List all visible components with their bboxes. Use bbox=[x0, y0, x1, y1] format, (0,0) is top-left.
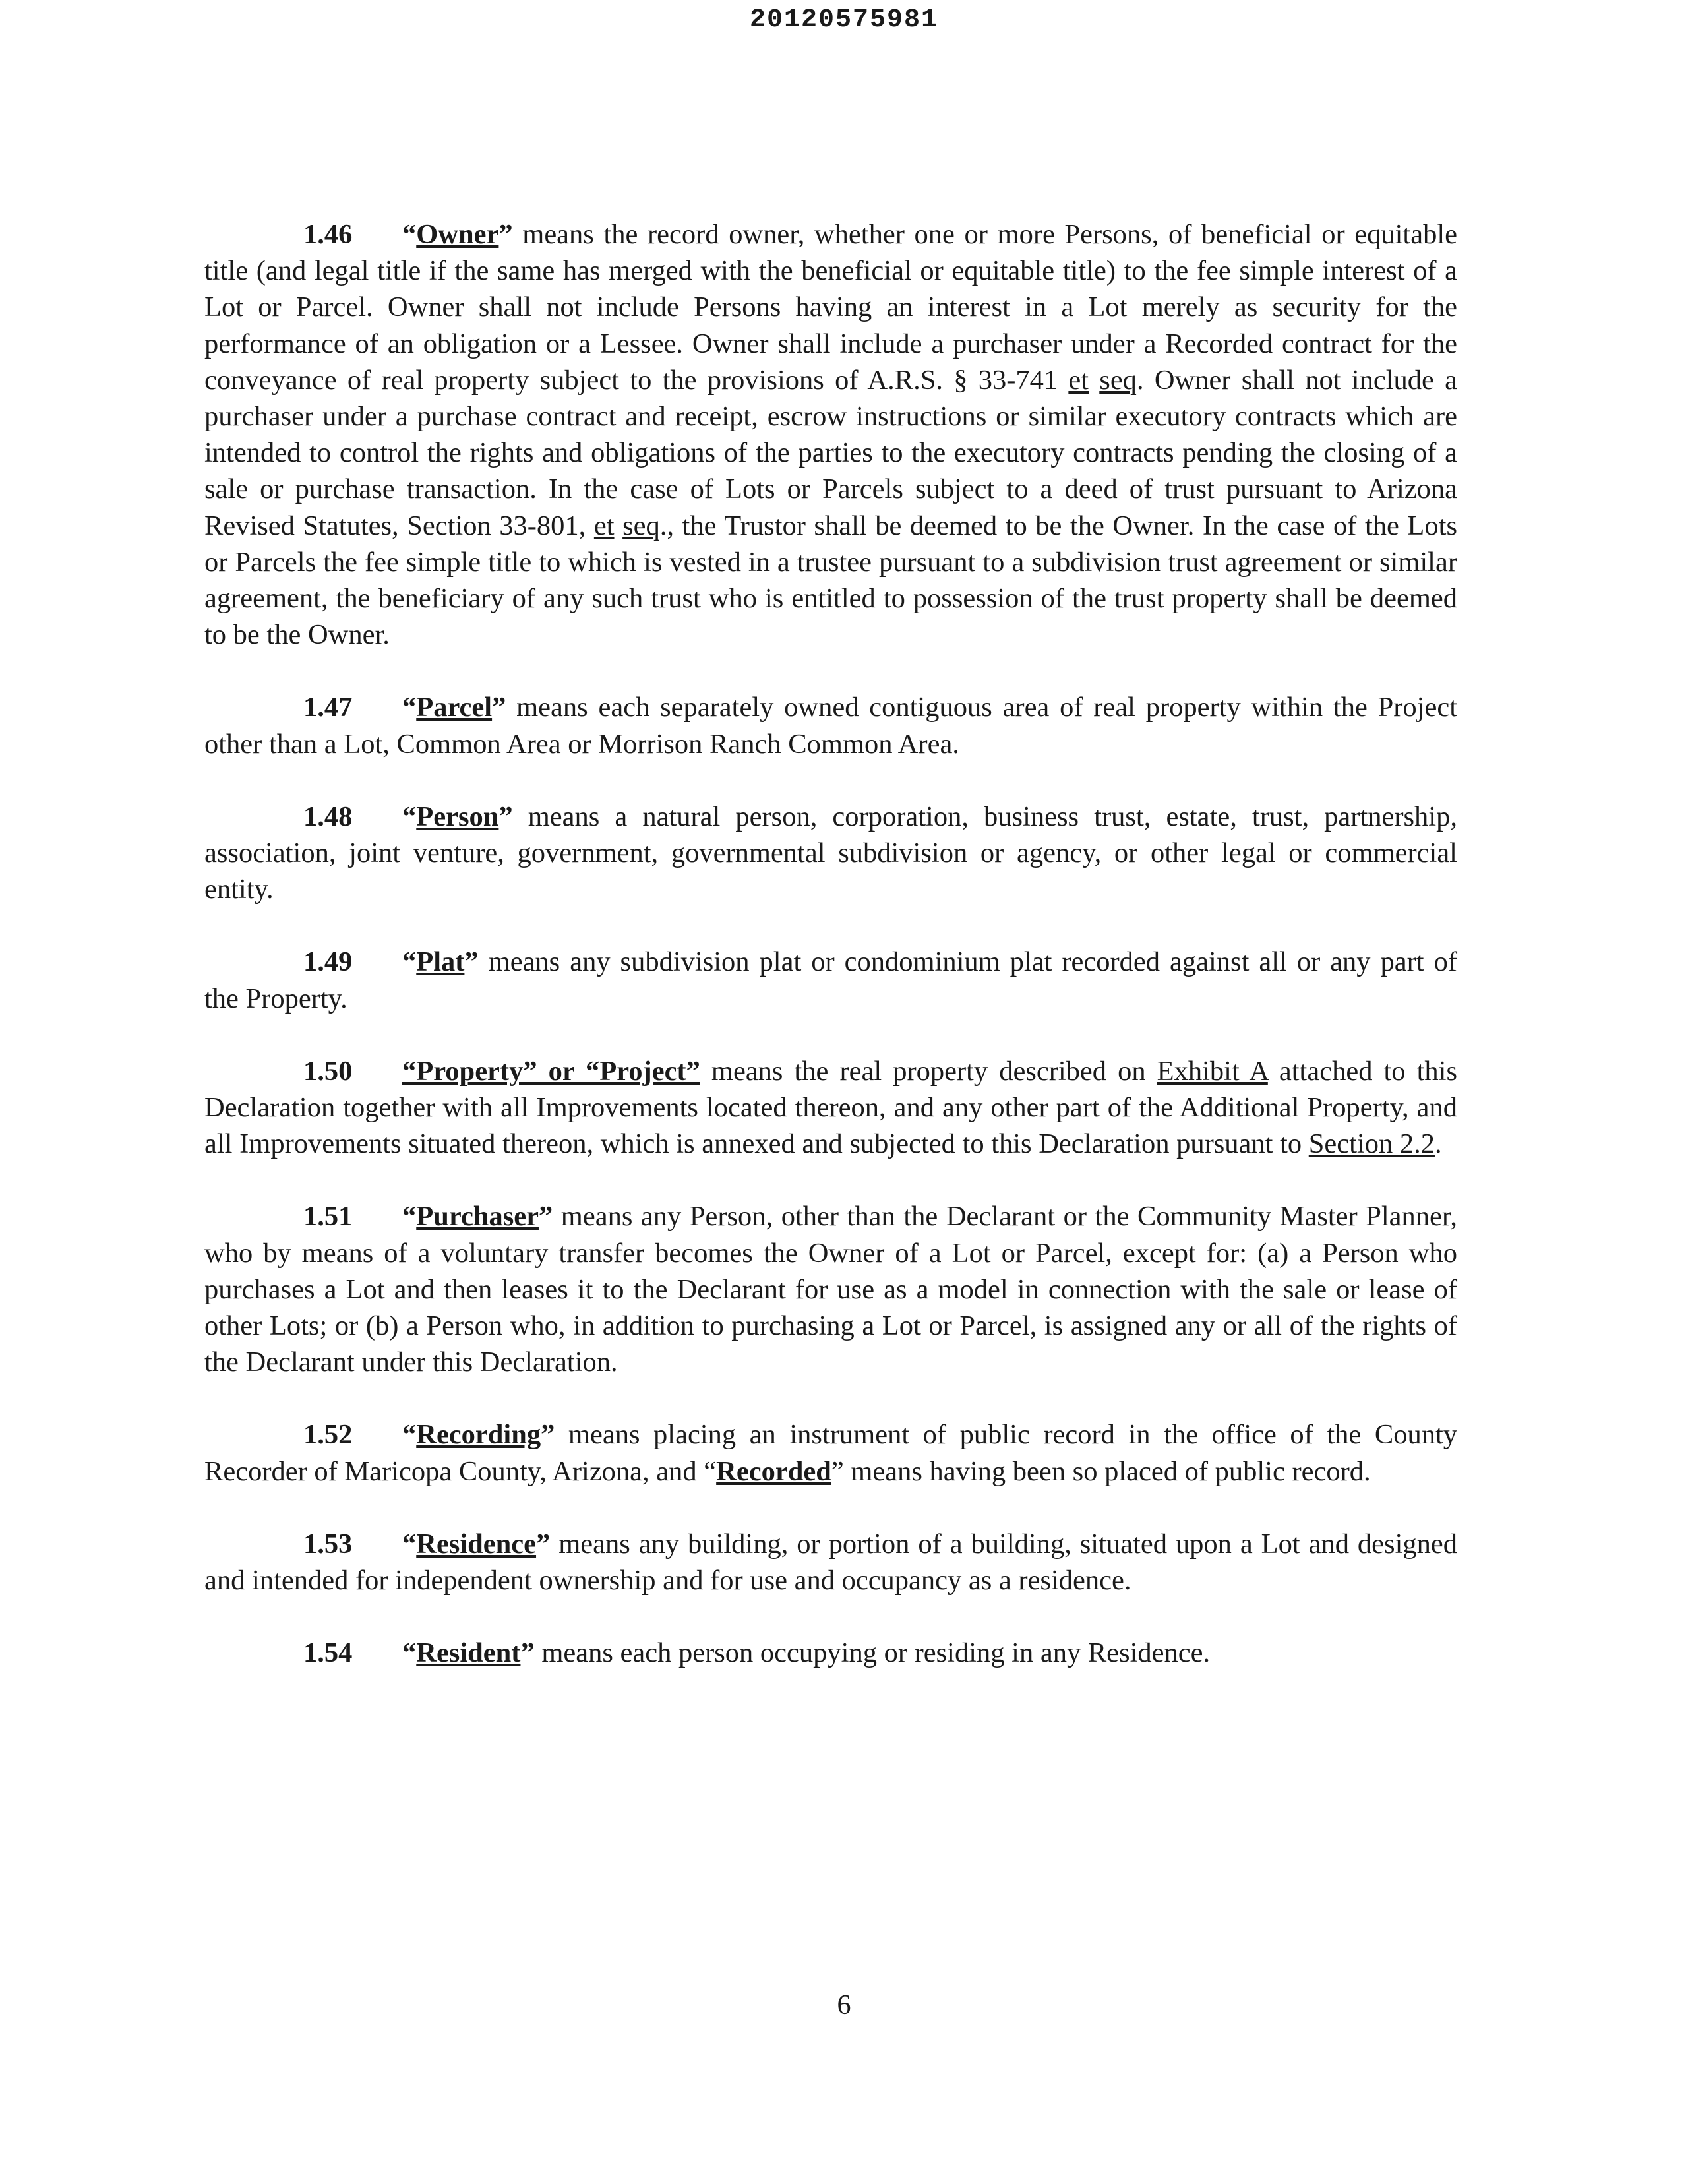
section-number: 1.50 bbox=[303, 1055, 353, 1087]
defined-term-quote: ” bbox=[498, 801, 513, 832]
definition-section bbox=[204, 1526, 1457, 1598]
section-number: 1.51 bbox=[303, 1201, 353, 1232]
defined-term-quote: “ bbox=[402, 219, 417, 250]
definition-text: means a natural person, corporation, business trust, estate, trust, partnership, association, joint venture, government, governmental subdivision or agency, or other legal or commercial entity. bbox=[204, 801, 1457, 905]
defined-term-quote: “ bbox=[402, 1637, 417, 1669]
definition-text: ., the Trustor shall be deemed to be the Owner. In the case of the Lots or Parcels the fee simple title to which is vested in a trustee pursuant to a subdivision trust agreement or similar agreement, the beneficiary of any such trust who is entitled to possession of the trust property shall be deemed to be the Owner. bbox=[204, 510, 1457, 651]
defined-term-quote: ” bbox=[464, 946, 479, 978]
defined-term-quote: ” bbox=[538, 1201, 553, 1232]
definition-section bbox=[204, 689, 1457, 762]
defined-term-quote: “ bbox=[402, 1528, 417, 1560]
defined-term: Parcel bbox=[416, 692, 493, 723]
definition-text: . bbox=[1434, 1128, 1442, 1160]
definition-section bbox=[204, 1635, 1457, 1671]
definition-section bbox=[204, 1053, 1457, 1163]
defined-term: Person bbox=[416, 801, 499, 832]
defined-term: Recorded bbox=[716, 1455, 831, 1487]
section-number: 1.49 bbox=[303, 946, 353, 978]
definition-text: means the real property described on bbox=[700, 1055, 1157, 1087]
defined-term: Recording bbox=[416, 1419, 541, 1451]
section-number: 1.47 bbox=[303, 692, 353, 723]
definition-text: means each person occupying or residing in any Residence. bbox=[534, 1637, 1211, 1669]
defined-term-quote: “ bbox=[402, 1201, 417, 1232]
defined-term-quote: ” bbox=[520, 1637, 535, 1669]
definition-section bbox=[204, 799, 1457, 908]
definition-text: means each separately owned contiguous area of real property within the Project other than a Lot, Common Area or Morrison Ranch Common Area. bbox=[204, 692, 1457, 760]
definition-text: means any Person, other than the Declarant or the Community Master Planner, who by means of a voluntary transfer becomes the Owner of a Lot or Parcel, except for: (a) a Person who purchases a Lot and then leases it to the Declarant for use as a model in connection with the sale or lease of other Lots; or (b) a Person who, in addition to purchasing a Lot or Parcel, is assigned any or all of the rights of the Declarant under this Declaration. bbox=[204, 1201, 1457, 1378]
section-number: 1.54 bbox=[303, 1637, 353, 1669]
definition-text: means the record owner, whether one or more Persons, of beneficial or equitable title (and legal title if the same has merged with the beneficial or equitable title) to the fee simple interest of a Lot or Parcel. Owner shall not include Persons having an interest in a Lot merely as security for the performance of an obligation or a Lessee. Owner shall include a purchaser under a Recorded contract for the conveyance of real property subject to the provisions of A.R.S. § 33-741 bbox=[204, 219, 1457, 396]
underlined-reference: Section 2.2 bbox=[1308, 1128, 1435, 1160]
defined-term-quote: ” bbox=[536, 1528, 551, 1560]
defined-term-quote: “ bbox=[402, 692, 417, 723]
underlined-reference: seq bbox=[1099, 364, 1137, 396]
definition-text: attached to this Declaration together with all Improvements located thereon, and any other part of the Additional Property, and all Improvements situated thereon, which is annexed and subjected to this Declaration pursuant to bbox=[204, 1055, 1457, 1160]
document-body bbox=[204, 216, 1457, 1708]
definition-text: means any subdivision plat or condominium plat recorded against all or any part of the Property. bbox=[204, 946, 1457, 1014]
defined-term: Purchaser bbox=[416, 1201, 539, 1232]
definition-text: . Owner shall not include a purchaser under a purchase contract and receipt, escrow instructions or similar executory contracts which are intended to control the rights and obligations of the parties to the executory contracts pending the closing of a sale or purchase transaction. In the case of Lots or Parcels subject to a deed of trust pursuant to Arizona Revised Statutes, Section 33-801, bbox=[204, 364, 1457, 541]
section-number: 1.48 bbox=[303, 801, 353, 832]
definition-text: ” means having been so placed of public record. bbox=[831, 1455, 1371, 1487]
defined-term: Residence bbox=[416, 1528, 537, 1560]
page-number: 6 bbox=[837, 1990, 851, 2020]
defined-term-quote: “ bbox=[402, 801, 417, 832]
definition-section bbox=[204, 1416, 1457, 1489]
definition-section bbox=[204, 216, 1457, 653]
definition-text: means any building, or portion of a building, situated upon a Lot and designed and intended for independent ownership and for use and occupancy as a residence. bbox=[204, 1528, 1457, 1596]
definition-text: means placing an instrument of public record in the office of the County Recorder of Maricopa County, Arizona, and “ bbox=[204, 1419, 1457, 1487]
defined-term: Resident bbox=[416, 1637, 521, 1669]
defined-term-quote: ” bbox=[541, 1419, 555, 1451]
section-number: 1.46 bbox=[303, 219, 353, 250]
underlined-reference: seq bbox=[622, 510, 660, 541]
defined-term: “Property” or “Project” bbox=[402, 1055, 700, 1087]
underlined-reference: Exhibit A bbox=[1157, 1055, 1268, 1087]
document-number: 20120575981 bbox=[749, 5, 939, 35]
defined-term: Plat bbox=[416, 946, 465, 978]
section-number: 1.53 bbox=[303, 1528, 353, 1560]
definition-text bbox=[1089, 365, 1099, 396]
defined-term-quote: “ bbox=[402, 946, 417, 978]
defined-term-quote: ” bbox=[492, 692, 506, 723]
definition-section bbox=[204, 1198, 1457, 1380]
defined-term-quote: “ bbox=[402, 1419, 417, 1451]
underlined-reference: et bbox=[1068, 364, 1089, 396]
definition-section bbox=[204, 944, 1457, 1016]
section-number: 1.52 bbox=[303, 1419, 353, 1451]
defined-term: Owner bbox=[416, 219, 499, 250]
underlined-reference: et bbox=[593, 510, 615, 541]
definition-text bbox=[615, 510, 623, 541]
defined-term-quote: ” bbox=[498, 219, 513, 250]
